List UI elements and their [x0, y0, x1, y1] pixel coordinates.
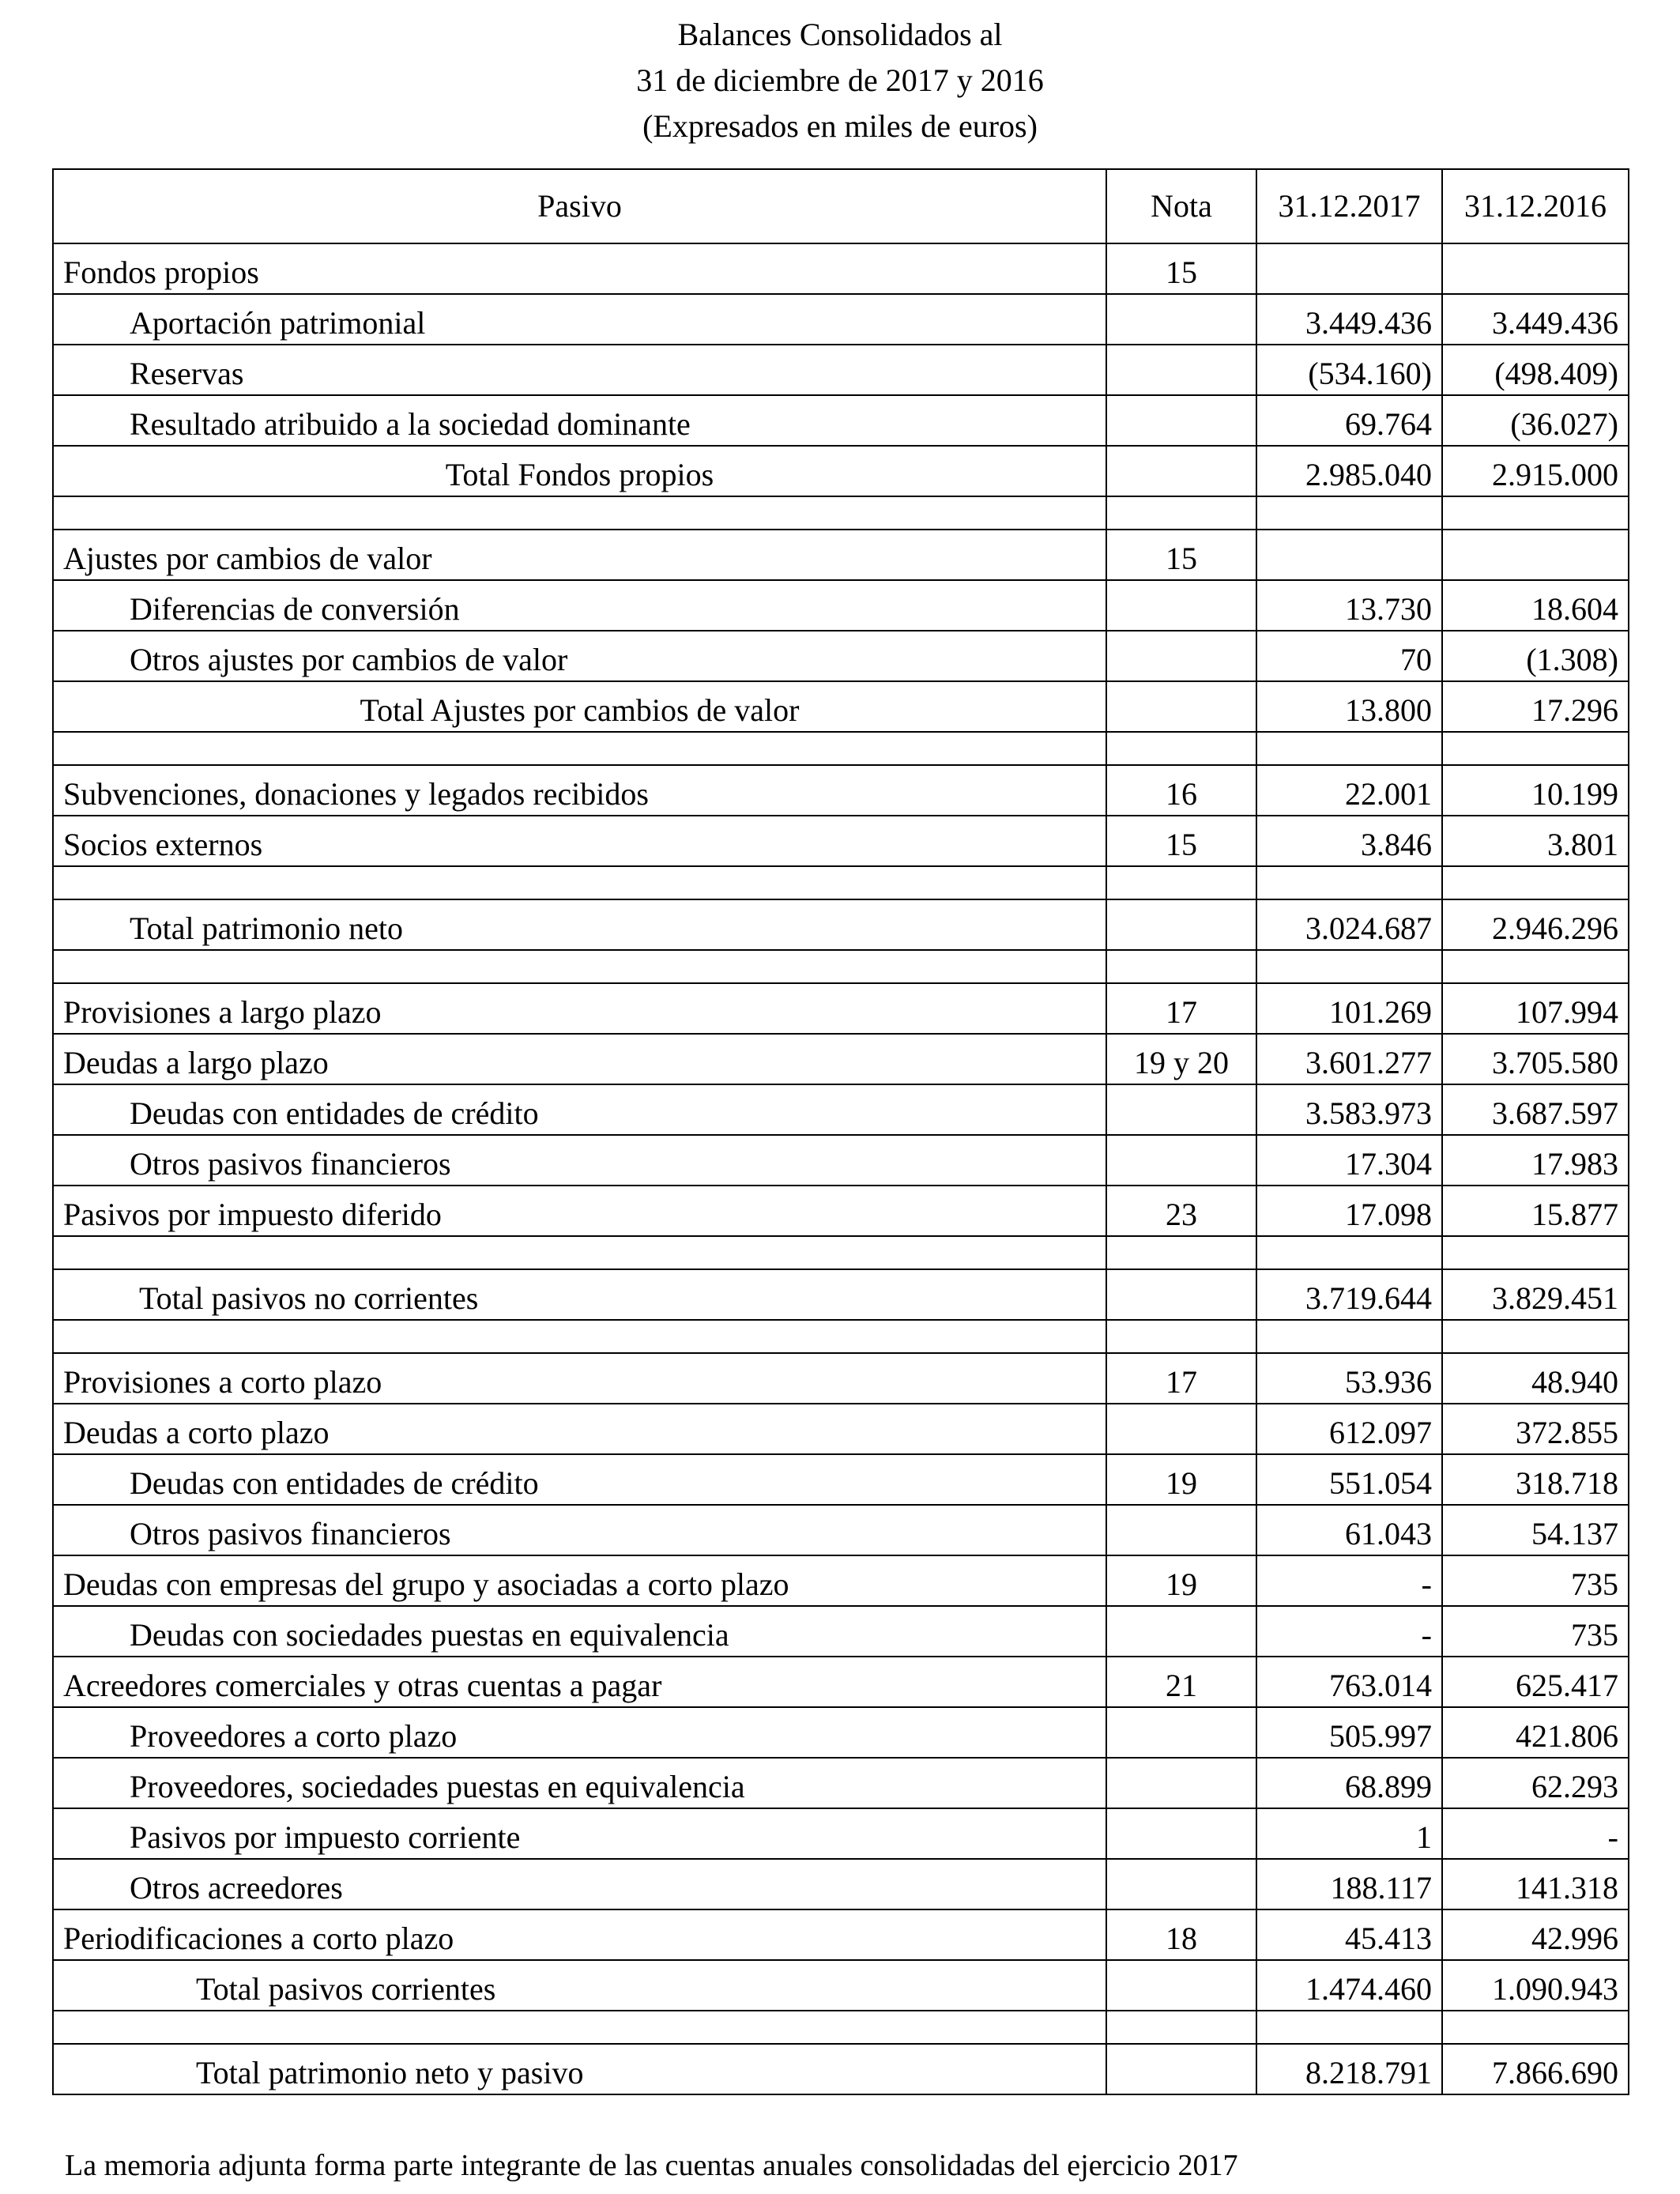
- row-value-2017: (534.160): [1256, 345, 1442, 395]
- row-nota: [1106, 1135, 1256, 1186]
- table-row: [53, 446, 1629, 496]
- row-nota: 21: [1106, 1657, 1256, 1707]
- table-row: [53, 1353, 1629, 1404]
- row-nota: [1106, 2044, 1256, 2094]
- row-label: Pasivos por impuesto diferido: [53, 1186, 1106, 1236]
- row-value-2017: 188.117: [1256, 1859, 1442, 1909]
- row-value-2016: 2.946.296: [1442, 899, 1629, 950]
- row-nota: 16: [1106, 765, 1256, 816]
- empty-cell: [53, 496, 1106, 530]
- row-label: Socios externos: [53, 816, 1106, 866]
- row-value-2016: 3.705.580: [1442, 1034, 1629, 1084]
- row-value-2017: 22.001: [1256, 765, 1442, 816]
- row-label: Resultado atribuido a la sociedad dominante: [53, 395, 1106, 446]
- row-label: Total pasivos corrientes: [53, 1960, 1106, 2011]
- table-row: [53, 1859, 1629, 1909]
- row-value-2016: 141.318: [1442, 1859, 1629, 1909]
- blank-row: [53, 1320, 1629, 1353]
- table-row: [53, 580, 1629, 631]
- row-label: Ajustes por cambios de valor: [53, 530, 1106, 580]
- row-label: Pasivos por impuesto corriente: [53, 1808, 1106, 1859]
- empty-cell: [1106, 1320, 1256, 1353]
- row-nota: 18: [1106, 1909, 1256, 1960]
- table-row: [53, 1808, 1629, 1859]
- row-value-2016: 42.996: [1442, 1909, 1629, 1960]
- row-nota: [1106, 294, 1256, 345]
- row-nota: [1106, 631, 1256, 681]
- table-row: [53, 1034, 1629, 1084]
- row-value-2016: 7.866.690: [1442, 2044, 1629, 2094]
- row-nota: [1106, 580, 1256, 631]
- row-value-2016: 54.137: [1442, 1505, 1629, 1555]
- row-value-2017: 13.800: [1256, 681, 1442, 732]
- table-row: [53, 816, 1629, 866]
- row-value-2017: 763.014: [1256, 1657, 1442, 1707]
- blank-row: [53, 2011, 1629, 2044]
- row-label: Deudas con empresas del grupo y asociadas a corto plazo: [53, 1555, 1106, 1606]
- row-nota: [1106, 899, 1256, 950]
- row-nota: 19: [1106, 1555, 1256, 1606]
- row-label: Periodificaciones a corto plazo: [53, 1909, 1106, 1960]
- empty-cell: [53, 866, 1106, 899]
- row-value-2016: 15.877: [1442, 1186, 1629, 1236]
- row-value-2017: 505.997: [1256, 1707, 1442, 1758]
- table-row: [53, 1135, 1629, 1186]
- empty-cell: [1442, 2011, 1629, 2044]
- column-header-2016: 31.12.2016: [1442, 169, 1629, 243]
- row-value-2016: [1442, 530, 1629, 580]
- row-value-2016: -: [1442, 1808, 1629, 1859]
- row-nota: [1106, 446, 1256, 496]
- row-label: Deudas con entidades de crédito: [53, 1084, 1106, 1135]
- row-label: Deudas a largo plazo: [53, 1034, 1106, 1084]
- row-nota: 17: [1106, 1353, 1256, 1404]
- row-value-2017: 17.304: [1256, 1135, 1442, 1186]
- balance-table: [52, 168, 1629, 2095]
- row-label: Deudas con sociedades puestas en equivalencia: [53, 1606, 1106, 1657]
- row-nota: 19: [1106, 1454, 1256, 1505]
- table-row: [53, 530, 1629, 580]
- empty-cell: [1106, 1236, 1256, 1269]
- row-value-2016: 3.829.451: [1442, 1269, 1629, 1320]
- row-value-2017: [1256, 243, 1442, 294]
- row-label: Fondos propios: [53, 243, 1106, 294]
- blank-row: [53, 732, 1629, 765]
- table-row: [53, 1404, 1629, 1454]
- empty-cell: [1442, 950, 1629, 983]
- empty-cell: [1442, 496, 1629, 530]
- row-value-2017: 551.054: [1256, 1454, 1442, 1505]
- document-units-line: (Expresados en miles de euros): [642, 108, 1038, 144]
- row-value-2017: 612.097: [1256, 1404, 1442, 1454]
- row-value-2017: 3.846: [1256, 816, 1442, 866]
- row-value-2016: 107.994: [1442, 983, 1629, 1034]
- row-value-2017: 8.218.791: [1256, 2044, 1442, 2094]
- table-row: [53, 1606, 1629, 1657]
- empty-cell: [1442, 732, 1629, 765]
- blank-row: [53, 1236, 1629, 1269]
- row-value-2017: 3.583.973: [1256, 1084, 1442, 1135]
- document-title: Balances Consolidados al: [677, 17, 1003, 52]
- empty-cell: [1106, 866, 1256, 899]
- empty-cell: [1256, 732, 1442, 765]
- empty-cell: [1106, 2011, 1256, 2044]
- row-nota: [1106, 345, 1256, 395]
- row-nota: [1106, 1707, 1256, 1758]
- empty-cell: [53, 2011, 1106, 2044]
- table-row: [53, 1707, 1629, 1758]
- row-value-2016: 3.801: [1442, 816, 1629, 866]
- row-value-2017: 13.730: [1256, 580, 1442, 631]
- row-value-2017: [1256, 530, 1442, 580]
- row-label: Subvenciones, donaciones y legados recibidos: [53, 765, 1106, 816]
- row-label: Total pasivos no corrientes: [53, 1269, 1106, 1320]
- row-value-2016: 17.983: [1442, 1135, 1629, 1186]
- table-row: [53, 243, 1629, 294]
- row-label: Deudas a corto plazo: [53, 1404, 1106, 1454]
- table-row: [53, 1657, 1629, 1707]
- row-value-2016: 625.417: [1442, 1657, 1629, 1707]
- row-value-2017: 17.098: [1256, 1186, 1442, 1236]
- row-value-2016: 3.449.436: [1442, 294, 1629, 345]
- row-nota: 23: [1106, 1186, 1256, 1236]
- row-value-2016: (36.027): [1442, 395, 1629, 446]
- row-label: Otros pasivos financieros: [53, 1505, 1106, 1555]
- row-value-2016: 2.915.000: [1442, 446, 1629, 496]
- column-header-pasivo: Pasivo: [53, 169, 1106, 243]
- table-row: [53, 294, 1629, 345]
- row-label: Total Fondos propios: [53, 446, 1106, 496]
- row-nota: 15: [1106, 530, 1256, 580]
- blank-row: [53, 496, 1629, 530]
- row-nota: [1106, 1606, 1256, 1657]
- row-value-2016: 372.855: [1442, 1404, 1629, 1454]
- row-value-2016: 421.806: [1442, 1707, 1629, 1758]
- table-row: [53, 631, 1629, 681]
- empty-cell: [1256, 1320, 1442, 1353]
- row-value-2017: 68.899: [1256, 1758, 1442, 1808]
- row-value-2016: 735: [1442, 1606, 1629, 1657]
- row-value-2017: 61.043: [1256, 1505, 1442, 1555]
- table-row: [53, 395, 1629, 446]
- row-value-2017: -: [1256, 1606, 1442, 1657]
- empty-cell: [1106, 496, 1256, 530]
- table-row: [53, 1505, 1629, 1555]
- empty-cell: [1106, 732, 1256, 765]
- table-row: [53, 1269, 1629, 1320]
- column-header-2017: 31.12.2017: [1256, 169, 1442, 243]
- row-label: Total Ajustes por cambios de valor: [53, 681, 1106, 732]
- row-nota: 15: [1106, 816, 1256, 866]
- table-row: [53, 681, 1629, 732]
- table-row: [53, 765, 1629, 816]
- row-nota: [1106, 1269, 1256, 1320]
- empty-cell: [1256, 866, 1442, 899]
- row-value-2017: 101.269: [1256, 983, 1442, 1034]
- empty-cell: [1256, 1236, 1442, 1269]
- column-header-nota: Nota: [1106, 169, 1256, 243]
- table-row: [53, 2044, 1629, 2094]
- row-label: Otros pasivos financieros: [53, 1135, 1106, 1186]
- row-label: Proveedores a corto plazo: [53, 1707, 1106, 1758]
- row-nota: [1106, 1859, 1256, 1909]
- row-nota: [1106, 1505, 1256, 1555]
- row-nota: [1106, 1960, 1256, 2011]
- row-nota: [1106, 395, 1256, 446]
- empty-cell: [1256, 2011, 1442, 2044]
- row-value-2017: 3.024.687: [1256, 899, 1442, 950]
- table-row: [53, 1084, 1629, 1135]
- blank-row: [53, 866, 1629, 899]
- row-label: Diferencias de conversión: [53, 580, 1106, 631]
- row-label: Otros acreedores: [53, 1859, 1106, 1909]
- row-label: Total patrimonio neto y pasivo: [53, 2044, 1106, 2094]
- row-nota: [1106, 1404, 1256, 1454]
- row-nota: 19 y 20: [1106, 1034, 1256, 1084]
- row-label: Otros ajustes por cambios de valor: [53, 631, 1106, 681]
- table-row: [53, 345, 1629, 395]
- empty-cell: [53, 1236, 1106, 1269]
- row-value-2016: 62.293: [1442, 1758, 1629, 1808]
- empty-cell: [1442, 866, 1629, 899]
- row-value-2017: 70: [1256, 631, 1442, 681]
- empty-cell: [53, 732, 1106, 765]
- empty-cell: [53, 1320, 1106, 1353]
- row-value-2017: 3.449.436: [1256, 294, 1442, 345]
- row-value-2017: 53.936: [1256, 1353, 1442, 1404]
- footer-note: La memoria adjunta forma parte integrante de las cuentas anuales consolidadas del ejercicio 2017: [65, 2149, 1238, 2182]
- table-row: [53, 1758, 1629, 1808]
- row-value-2016: 18.604: [1442, 580, 1629, 631]
- table-row: [53, 1909, 1629, 1960]
- row-value-2017: 2.985.040: [1256, 446, 1442, 496]
- row-nota: [1106, 1084, 1256, 1135]
- row-value-2016: (1.308): [1442, 631, 1629, 681]
- row-nota: [1106, 1758, 1256, 1808]
- row-value-2017: -: [1256, 1555, 1442, 1606]
- table-row: [53, 1186, 1629, 1236]
- row-value-2016: 318.718: [1442, 1454, 1629, 1505]
- table-row: [53, 1555, 1629, 1606]
- empty-cell: [1106, 950, 1256, 983]
- empty-cell: [53, 950, 1106, 983]
- row-value-2016: 17.296: [1442, 681, 1629, 732]
- row-value-2016: [1442, 243, 1629, 294]
- row-label: Total patrimonio neto: [53, 899, 1106, 950]
- table-header-row: [53, 169, 1629, 243]
- row-label: Provisiones a corto plazo: [53, 1353, 1106, 1404]
- row-value-2016: 1.090.943: [1442, 1960, 1629, 2011]
- row-label: Deudas con entidades de crédito: [53, 1454, 1106, 1505]
- row-label: Acreedores comerciales y otras cuentas a pagar: [53, 1657, 1106, 1707]
- empty-cell: [1442, 1236, 1629, 1269]
- row-value-2016: 48.940: [1442, 1353, 1629, 1404]
- row-value-2017: 1.474.460: [1256, 1960, 1442, 2011]
- row-label: Reservas: [53, 345, 1106, 395]
- row-nota: [1106, 1808, 1256, 1859]
- row-nota: 17: [1106, 983, 1256, 1034]
- empty-cell: [1256, 496, 1442, 530]
- row-value-2017: 3.719.644: [1256, 1269, 1442, 1320]
- row-label: Provisiones a largo plazo: [53, 983, 1106, 1034]
- row-nota: 15: [1106, 243, 1256, 294]
- table-row: [53, 899, 1629, 950]
- row-value-2017: 45.413: [1256, 1909, 1442, 1960]
- empty-cell: [1256, 950, 1442, 983]
- row-value-2017: 69.764: [1256, 395, 1442, 446]
- row-value-2016: 735: [1442, 1555, 1629, 1606]
- table-body: [53, 243, 1629, 2094]
- table-row: [53, 983, 1629, 1034]
- table-row: [53, 1960, 1629, 2011]
- row-value-2016: 10.199: [1442, 765, 1629, 816]
- document-date-line: 31 de diciembre de 2017 y 2016: [636, 62, 1044, 98]
- row-value-2016: 3.687.597: [1442, 1084, 1629, 1135]
- row-nota: [1106, 681, 1256, 732]
- row-value-2017: 1: [1256, 1808, 1442, 1859]
- row-label: Aportación patrimonial: [53, 294, 1106, 345]
- row-value-2017: 3.601.277: [1256, 1034, 1442, 1084]
- blank-row: [53, 950, 1629, 983]
- table-row: [53, 1454, 1629, 1505]
- row-value-2016: (498.409): [1442, 345, 1629, 395]
- row-label: Proveedores, sociedades puestas en equivalencia: [53, 1758, 1106, 1808]
- empty-cell: [1442, 1320, 1629, 1353]
